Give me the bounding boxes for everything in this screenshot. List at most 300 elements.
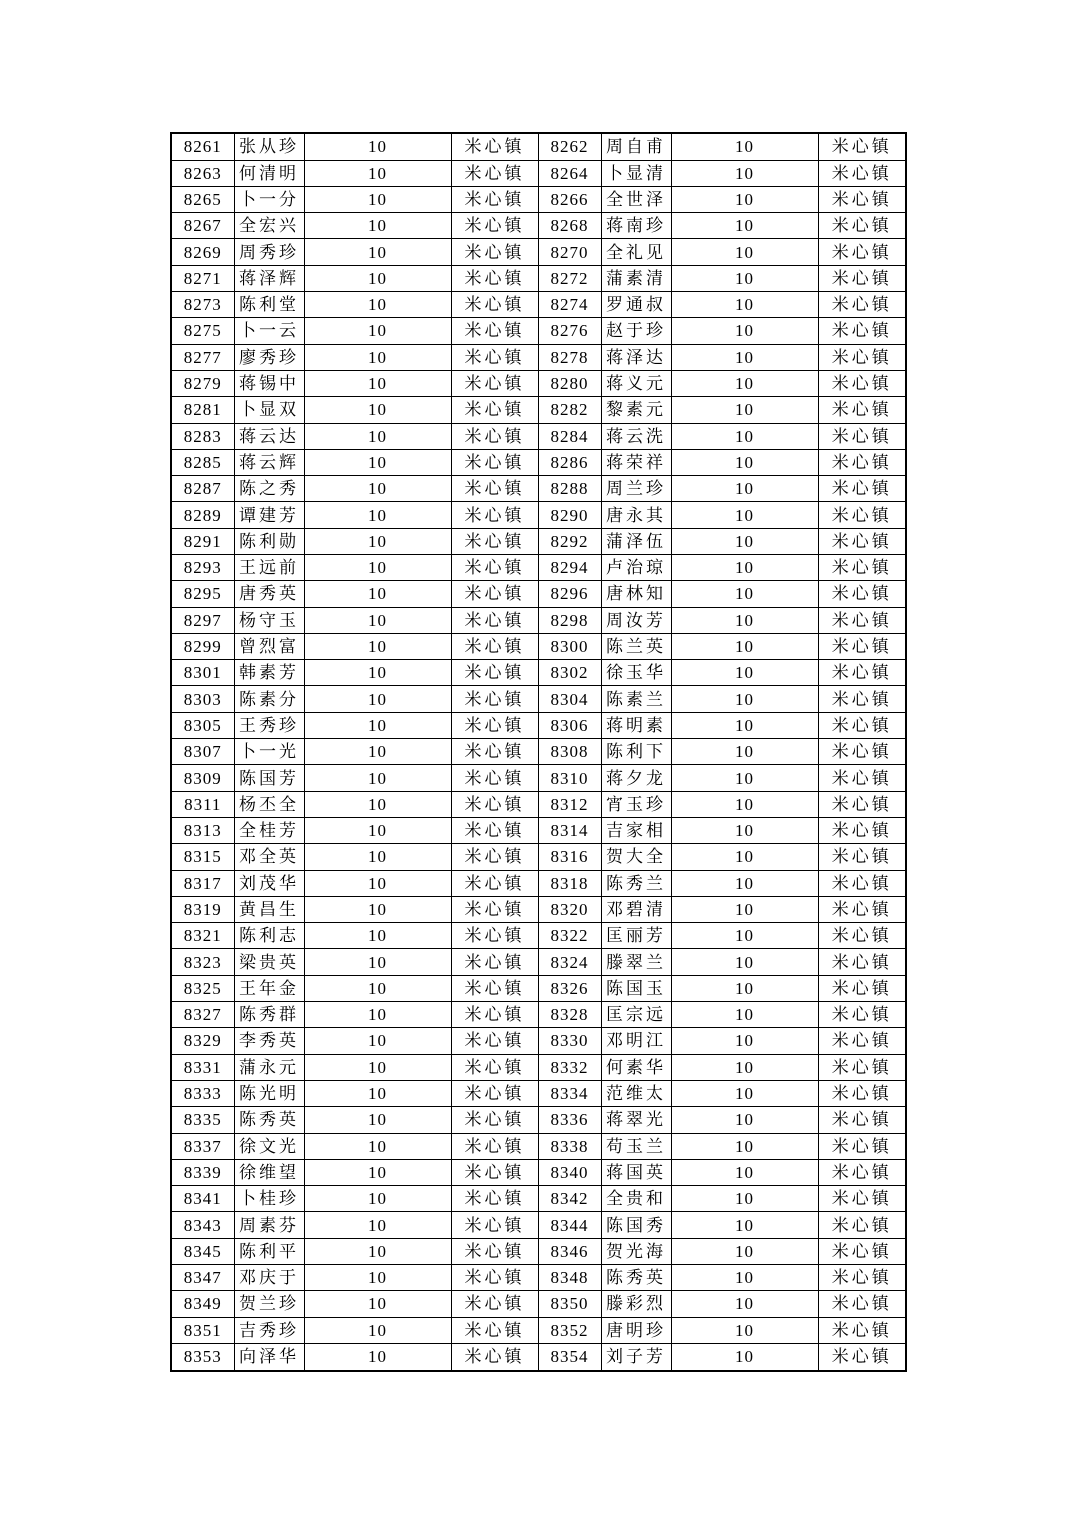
cell-name: 邓明江 xyxy=(601,1028,671,1054)
cell-id: 8313 xyxy=(171,817,234,843)
cell-score: 10 xyxy=(304,370,451,396)
cell-name: 陈秀英 xyxy=(234,1107,304,1133)
table-row xyxy=(171,554,906,580)
cell-name: 杨守玉 xyxy=(234,607,304,633)
cell-town: 米心镇 xyxy=(451,1054,538,1080)
cell-name: 蒋夕龙 xyxy=(601,765,671,791)
cell-id: 8343 xyxy=(171,1212,234,1238)
cell-id: 8332 xyxy=(538,1054,601,1080)
cell-town: 米心镇 xyxy=(818,1159,906,1185)
cell-town: 米心镇 xyxy=(818,1238,906,1264)
cell-name: 邓全英 xyxy=(234,844,304,870)
table-row xyxy=(171,1028,906,1054)
cell-town: 米心镇 xyxy=(818,975,906,1001)
cell-town: 米心镇 xyxy=(451,160,538,186)
cell-name: 周素芬 xyxy=(234,1212,304,1238)
cell-score: 10 xyxy=(671,449,818,475)
cell-name: 卜显双 xyxy=(234,397,304,423)
cell-id: 8338 xyxy=(538,1133,601,1159)
cell-id: 8288 xyxy=(538,476,601,502)
cell-name: 唐明珍 xyxy=(601,1317,671,1343)
cell-name: 何素华 xyxy=(601,1054,671,1080)
cell-name: 徐玉华 xyxy=(601,660,671,686)
cell-name: 陈国玉 xyxy=(601,975,671,1001)
cell-score: 10 xyxy=(304,686,451,712)
cell-id: 8337 xyxy=(171,1133,234,1159)
cell-id: 8330 xyxy=(538,1028,601,1054)
cell-score: 10 xyxy=(671,1159,818,1185)
cell-town: 米心镇 xyxy=(451,1107,538,1133)
cell-score: 10 xyxy=(304,1317,451,1343)
cell-score: 10 xyxy=(304,1002,451,1028)
cell-score: 10 xyxy=(304,1080,451,1106)
cell-id: 8316 xyxy=(538,844,601,870)
cell-score: 10 xyxy=(304,975,451,1001)
cell-score: 10 xyxy=(304,292,451,318)
cell-id: 8293 xyxy=(171,554,234,580)
cell-name: 全宏兴 xyxy=(234,213,304,239)
cell-score: 10 xyxy=(304,213,451,239)
cell-id: 8289 xyxy=(171,502,234,528)
cell-town: 米心镇 xyxy=(451,292,538,318)
cell-id: 8284 xyxy=(538,423,601,449)
cell-id: 8349 xyxy=(171,1291,234,1317)
cell-score: 10 xyxy=(671,870,818,896)
cell-name: 向泽华 xyxy=(234,1343,304,1371)
cell-name: 陈利堂 xyxy=(234,292,304,318)
cell-name: 周自甫 xyxy=(601,133,671,160)
cell-id: 8291 xyxy=(171,528,234,554)
cell-id: 8287 xyxy=(171,476,234,502)
cell-name: 匡丽芳 xyxy=(601,923,671,949)
cell-id: 8303 xyxy=(171,686,234,712)
cell-id: 8271 xyxy=(171,265,234,291)
cell-name: 全礼见 xyxy=(601,239,671,265)
cell-name: 陈光明 xyxy=(234,1080,304,1106)
cell-score: 10 xyxy=(304,1186,451,1212)
cell-score: 10 xyxy=(304,1133,451,1159)
cell-name: 陈素兰 xyxy=(601,686,671,712)
cell-id: 8265 xyxy=(171,186,234,212)
cell-id: 8314 xyxy=(538,817,601,843)
cell-id: 8334 xyxy=(538,1080,601,1106)
cell-score: 10 xyxy=(304,1159,451,1185)
cell-score: 10 xyxy=(304,1238,451,1264)
cell-id: 8286 xyxy=(538,449,601,475)
table-row xyxy=(171,739,906,765)
cell-id: 8279 xyxy=(171,370,234,396)
cell-score: 10 xyxy=(304,449,451,475)
cell-name: 曾烈富 xyxy=(234,633,304,659)
cell-town: 米心镇 xyxy=(451,1317,538,1343)
cell-name: 廖秀珍 xyxy=(234,344,304,370)
cell-id: 8317 xyxy=(171,870,234,896)
cell-id: 8339 xyxy=(171,1159,234,1185)
cell-name: 卜一光 xyxy=(234,739,304,765)
cell-town: 米心镇 xyxy=(818,133,906,160)
table-row xyxy=(171,1002,906,1028)
cell-id: 8342 xyxy=(538,1186,601,1212)
table-row xyxy=(171,239,906,265)
table-row xyxy=(171,581,906,607)
cell-id: 8352 xyxy=(538,1317,601,1343)
table-row xyxy=(171,292,906,318)
cell-town: 米心镇 xyxy=(451,1002,538,1028)
cell-town: 米心镇 xyxy=(818,265,906,291)
cell-id: 8301 xyxy=(171,660,234,686)
table-row xyxy=(171,686,906,712)
cell-town: 米心镇 xyxy=(818,1133,906,1159)
cell-id: 8347 xyxy=(171,1265,234,1291)
cell-town: 米心镇 xyxy=(451,239,538,265)
table-row xyxy=(171,160,906,186)
cell-name: 陈秀兰 xyxy=(601,870,671,896)
cell-id: 8345 xyxy=(171,1238,234,1264)
cell-id: 8344 xyxy=(538,1212,601,1238)
table-row xyxy=(171,791,906,817)
cell-town: 米心镇 xyxy=(451,975,538,1001)
cell-id: 8267 xyxy=(171,213,234,239)
cell-town: 米心镇 xyxy=(451,844,538,870)
cell-score: 10 xyxy=(671,265,818,291)
cell-town: 米心镇 xyxy=(451,870,538,896)
cell-name: 周汝芳 xyxy=(601,607,671,633)
cell-score: 10 xyxy=(671,686,818,712)
cell-town: 米心镇 xyxy=(818,318,906,344)
cell-name: 刘茂华 xyxy=(234,870,304,896)
cell-name: 蒋义元 xyxy=(601,370,671,396)
cell-score: 10 xyxy=(304,923,451,949)
cell-town: 米心镇 xyxy=(818,528,906,554)
cell-name: 梁贵英 xyxy=(234,949,304,975)
cell-name: 陈国秀 xyxy=(601,1212,671,1238)
table-row xyxy=(171,213,906,239)
cell-score: 10 xyxy=(671,633,818,659)
cell-score: 10 xyxy=(671,1317,818,1343)
cell-town: 米心镇 xyxy=(451,896,538,922)
cell-name: 谭建芳 xyxy=(234,502,304,528)
cell-score: 10 xyxy=(671,528,818,554)
cell-town: 米心镇 xyxy=(451,633,538,659)
cell-town: 米心镇 xyxy=(818,660,906,686)
cell-score: 10 xyxy=(671,554,818,580)
cell-name: 蒋国英 xyxy=(601,1159,671,1185)
cell-id: 8320 xyxy=(538,896,601,922)
cell-name: 全世泽 xyxy=(601,186,671,212)
cell-score: 10 xyxy=(304,1291,451,1317)
cell-score: 10 xyxy=(671,581,818,607)
cell-name: 卜一分 xyxy=(234,186,304,212)
cell-name: 罗通叔 xyxy=(601,292,671,318)
cell-id: 8304 xyxy=(538,686,601,712)
cell-id: 8340 xyxy=(538,1159,601,1185)
cell-town: 米心镇 xyxy=(451,581,538,607)
cell-town: 米心镇 xyxy=(818,423,906,449)
table-row xyxy=(171,607,906,633)
cell-id: 8297 xyxy=(171,607,234,633)
cell-id: 8263 xyxy=(171,160,234,186)
cell-name: 范维太 xyxy=(601,1080,671,1106)
cell-score: 10 xyxy=(671,1238,818,1264)
cell-name: 蒋云洗 xyxy=(601,423,671,449)
cell-id: 8311 xyxy=(171,791,234,817)
table-row xyxy=(171,423,906,449)
cell-town: 米心镇 xyxy=(818,791,906,817)
cell-town: 米心镇 xyxy=(451,765,538,791)
cell-id: 8290 xyxy=(538,502,601,528)
cell-town: 米心镇 xyxy=(818,292,906,318)
cell-id: 8346 xyxy=(538,1238,601,1264)
cell-score: 10 xyxy=(671,607,818,633)
cell-score: 10 xyxy=(304,239,451,265)
cell-score: 10 xyxy=(304,660,451,686)
cell-score: 10 xyxy=(304,554,451,580)
cell-town: 米心镇 xyxy=(818,449,906,475)
cell-name: 周秀珍 xyxy=(234,239,304,265)
cell-town: 米心镇 xyxy=(451,1238,538,1264)
cell-name: 唐秀英 xyxy=(234,581,304,607)
table-row xyxy=(171,502,906,528)
cell-id: 8280 xyxy=(538,370,601,396)
cell-score: 10 xyxy=(304,607,451,633)
cell-score: 10 xyxy=(304,765,451,791)
cell-id: 8266 xyxy=(538,186,601,212)
cell-score: 10 xyxy=(304,1212,451,1238)
cell-score: 10 xyxy=(304,476,451,502)
cell-town: 米心镇 xyxy=(451,186,538,212)
cell-town: 米心镇 xyxy=(818,554,906,580)
cell-id: 8296 xyxy=(538,581,601,607)
cell-name: 蒋南珍 xyxy=(601,213,671,239)
cell-id: 8300 xyxy=(538,633,601,659)
table-row xyxy=(171,817,906,843)
table-row xyxy=(171,449,906,475)
cell-name: 周兰珍 xyxy=(601,476,671,502)
cell-name: 蒋荣祥 xyxy=(601,449,671,475)
cell-score: 10 xyxy=(304,1107,451,1133)
cell-town: 米心镇 xyxy=(451,1159,538,1185)
cell-id: 8315 xyxy=(171,844,234,870)
cell-id: 8295 xyxy=(171,581,234,607)
cell-score: 10 xyxy=(304,265,451,291)
cell-score: 10 xyxy=(671,1186,818,1212)
cell-town: 米心镇 xyxy=(818,739,906,765)
roster-table-body xyxy=(171,133,906,1371)
cell-town: 米心镇 xyxy=(451,423,538,449)
cell-town: 米心镇 xyxy=(451,344,538,370)
cell-score: 10 xyxy=(671,923,818,949)
cell-town: 米心镇 xyxy=(818,581,906,607)
cell-score: 10 xyxy=(671,213,818,239)
cell-name: 韩素芳 xyxy=(234,660,304,686)
cell-score: 10 xyxy=(304,633,451,659)
cell-town: 米心镇 xyxy=(451,712,538,738)
cell-name: 吉秀珍 xyxy=(234,1317,304,1343)
cell-id: 8308 xyxy=(538,739,601,765)
cell-id: 8282 xyxy=(538,397,601,423)
cell-name: 蒋泽辉 xyxy=(234,265,304,291)
cell-name: 卜桂珍 xyxy=(234,1186,304,1212)
cell-name: 何清明 xyxy=(234,160,304,186)
cell-town: 米心镇 xyxy=(818,1317,906,1343)
cell-town: 米心镇 xyxy=(818,765,906,791)
cell-name: 黄昌生 xyxy=(234,896,304,922)
cell-town: 米心镇 xyxy=(818,1186,906,1212)
cell-score: 10 xyxy=(671,292,818,318)
cell-score: 10 xyxy=(671,239,818,265)
table-row xyxy=(171,975,906,1001)
cell-name: 全贵和 xyxy=(601,1186,671,1212)
cell-score: 10 xyxy=(671,1080,818,1106)
cell-name: 邓碧清 xyxy=(601,896,671,922)
cell-id: 8294 xyxy=(538,554,601,580)
cell-town: 米心镇 xyxy=(451,449,538,475)
cell-town: 米心镇 xyxy=(451,660,538,686)
cell-name: 蒲永元 xyxy=(234,1054,304,1080)
cell-id: 8322 xyxy=(538,923,601,949)
cell-score: 10 xyxy=(304,896,451,922)
cell-id: 8327 xyxy=(171,1002,234,1028)
cell-town: 米心镇 xyxy=(451,318,538,344)
cell-town: 米心镇 xyxy=(818,1080,906,1106)
cell-name: 匡宗远 xyxy=(601,1002,671,1028)
cell-id: 8292 xyxy=(538,528,601,554)
cell-score: 10 xyxy=(304,1028,451,1054)
cell-score: 10 xyxy=(671,949,818,975)
cell-town: 米心镇 xyxy=(818,397,906,423)
cell-name: 陈兰英 xyxy=(601,633,671,659)
cell-town: 米心镇 xyxy=(451,528,538,554)
cell-town: 米心镇 xyxy=(451,686,538,712)
cell-town: 米心镇 xyxy=(818,1343,906,1371)
cell-id: 8268 xyxy=(538,213,601,239)
cell-id: 8278 xyxy=(538,344,601,370)
cell-town: 米心镇 xyxy=(451,739,538,765)
cell-name: 贺兰珍 xyxy=(234,1291,304,1317)
table-row xyxy=(171,660,906,686)
cell-score: 10 xyxy=(304,712,451,738)
cell-town: 米心镇 xyxy=(818,1028,906,1054)
cell-town: 米心镇 xyxy=(451,1133,538,1159)
cell-score: 10 xyxy=(304,817,451,843)
cell-score: 10 xyxy=(304,423,451,449)
cell-name: 陈利志 xyxy=(234,923,304,949)
cell-score: 10 xyxy=(304,318,451,344)
cell-town: 米心镇 xyxy=(818,476,906,502)
cell-name: 蒋锡中 xyxy=(234,370,304,396)
cell-town: 米心镇 xyxy=(451,476,538,502)
cell-name: 邓庆于 xyxy=(234,1265,304,1291)
cell-id: 8262 xyxy=(538,133,601,160)
table-row xyxy=(171,1317,906,1343)
cell-name: 李秀英 xyxy=(234,1028,304,1054)
table-row xyxy=(171,370,906,396)
cell-town: 米心镇 xyxy=(818,686,906,712)
cell-score: 10 xyxy=(304,739,451,765)
cell-name: 陈利下 xyxy=(601,739,671,765)
cell-name: 卜显清 xyxy=(601,160,671,186)
cell-town: 米心镇 xyxy=(818,923,906,949)
cell-id: 8275 xyxy=(171,318,234,344)
cell-score: 10 xyxy=(304,1054,451,1080)
cell-name: 蒋云达 xyxy=(234,423,304,449)
cell-name: 宵玉珍 xyxy=(601,791,671,817)
cell-town: 米心镇 xyxy=(818,502,906,528)
cell-id: 8331 xyxy=(171,1054,234,1080)
cell-score: 10 xyxy=(671,791,818,817)
cell-score: 10 xyxy=(304,186,451,212)
cell-score: 10 xyxy=(671,370,818,396)
cell-name: 杨丕全 xyxy=(234,791,304,817)
cell-name: 蒋翠光 xyxy=(601,1107,671,1133)
cell-score: 10 xyxy=(671,844,818,870)
table-row xyxy=(171,633,906,659)
cell-town: 米心镇 xyxy=(451,607,538,633)
cell-name: 贺光海 xyxy=(601,1238,671,1264)
cell-name: 吉家相 xyxy=(601,817,671,843)
cell-name: 蒋泽达 xyxy=(601,344,671,370)
table-row xyxy=(171,1238,906,1264)
cell-id: 8272 xyxy=(538,265,601,291)
cell-town: 米心镇 xyxy=(818,1107,906,1133)
cell-id: 8324 xyxy=(538,949,601,975)
cell-score: 10 xyxy=(671,712,818,738)
cell-name: 张从珍 xyxy=(234,133,304,160)
table-row xyxy=(171,344,906,370)
cell-id: 8310 xyxy=(538,765,601,791)
cell-score: 10 xyxy=(671,975,818,1001)
cell-id: 8312 xyxy=(538,791,601,817)
cell-town: 米心镇 xyxy=(818,1002,906,1028)
cell-id: 8325 xyxy=(171,975,234,1001)
cell-name: 陈秀英 xyxy=(601,1265,671,1291)
cell-name: 蒲泽伍 xyxy=(601,528,671,554)
cell-id: 8277 xyxy=(171,344,234,370)
cell-score: 10 xyxy=(671,318,818,344)
table-row xyxy=(171,1107,906,1133)
cell-town: 米心镇 xyxy=(818,870,906,896)
table-row xyxy=(171,1265,906,1291)
cell-name: 全桂芳 xyxy=(234,817,304,843)
table-row xyxy=(171,949,906,975)
cell-id: 8309 xyxy=(171,765,234,791)
cell-id: 8273 xyxy=(171,292,234,318)
table-row xyxy=(171,765,906,791)
cell-score: 10 xyxy=(671,1107,818,1133)
cell-score: 10 xyxy=(671,423,818,449)
cell-id: 8261 xyxy=(171,133,234,160)
cell-score: 10 xyxy=(304,870,451,896)
cell-score: 10 xyxy=(671,133,818,160)
cell-town: 米心镇 xyxy=(818,1291,906,1317)
roster-table xyxy=(170,132,907,1372)
cell-town: 米心镇 xyxy=(451,1265,538,1291)
table-row xyxy=(171,397,906,423)
table-row xyxy=(171,1343,906,1371)
cell-score: 10 xyxy=(304,791,451,817)
cell-score: 10 xyxy=(671,817,818,843)
cell-id: 8283 xyxy=(171,423,234,449)
cell-score: 10 xyxy=(304,397,451,423)
cell-name: 蒲素清 xyxy=(601,265,671,291)
cell-town: 米心镇 xyxy=(818,213,906,239)
cell-score: 10 xyxy=(304,1343,451,1371)
cell-id: 8354 xyxy=(538,1343,601,1371)
cell-id: 8329 xyxy=(171,1028,234,1054)
table-row xyxy=(171,318,906,344)
cell-score: 10 xyxy=(671,1002,818,1028)
cell-id: 8299 xyxy=(171,633,234,659)
